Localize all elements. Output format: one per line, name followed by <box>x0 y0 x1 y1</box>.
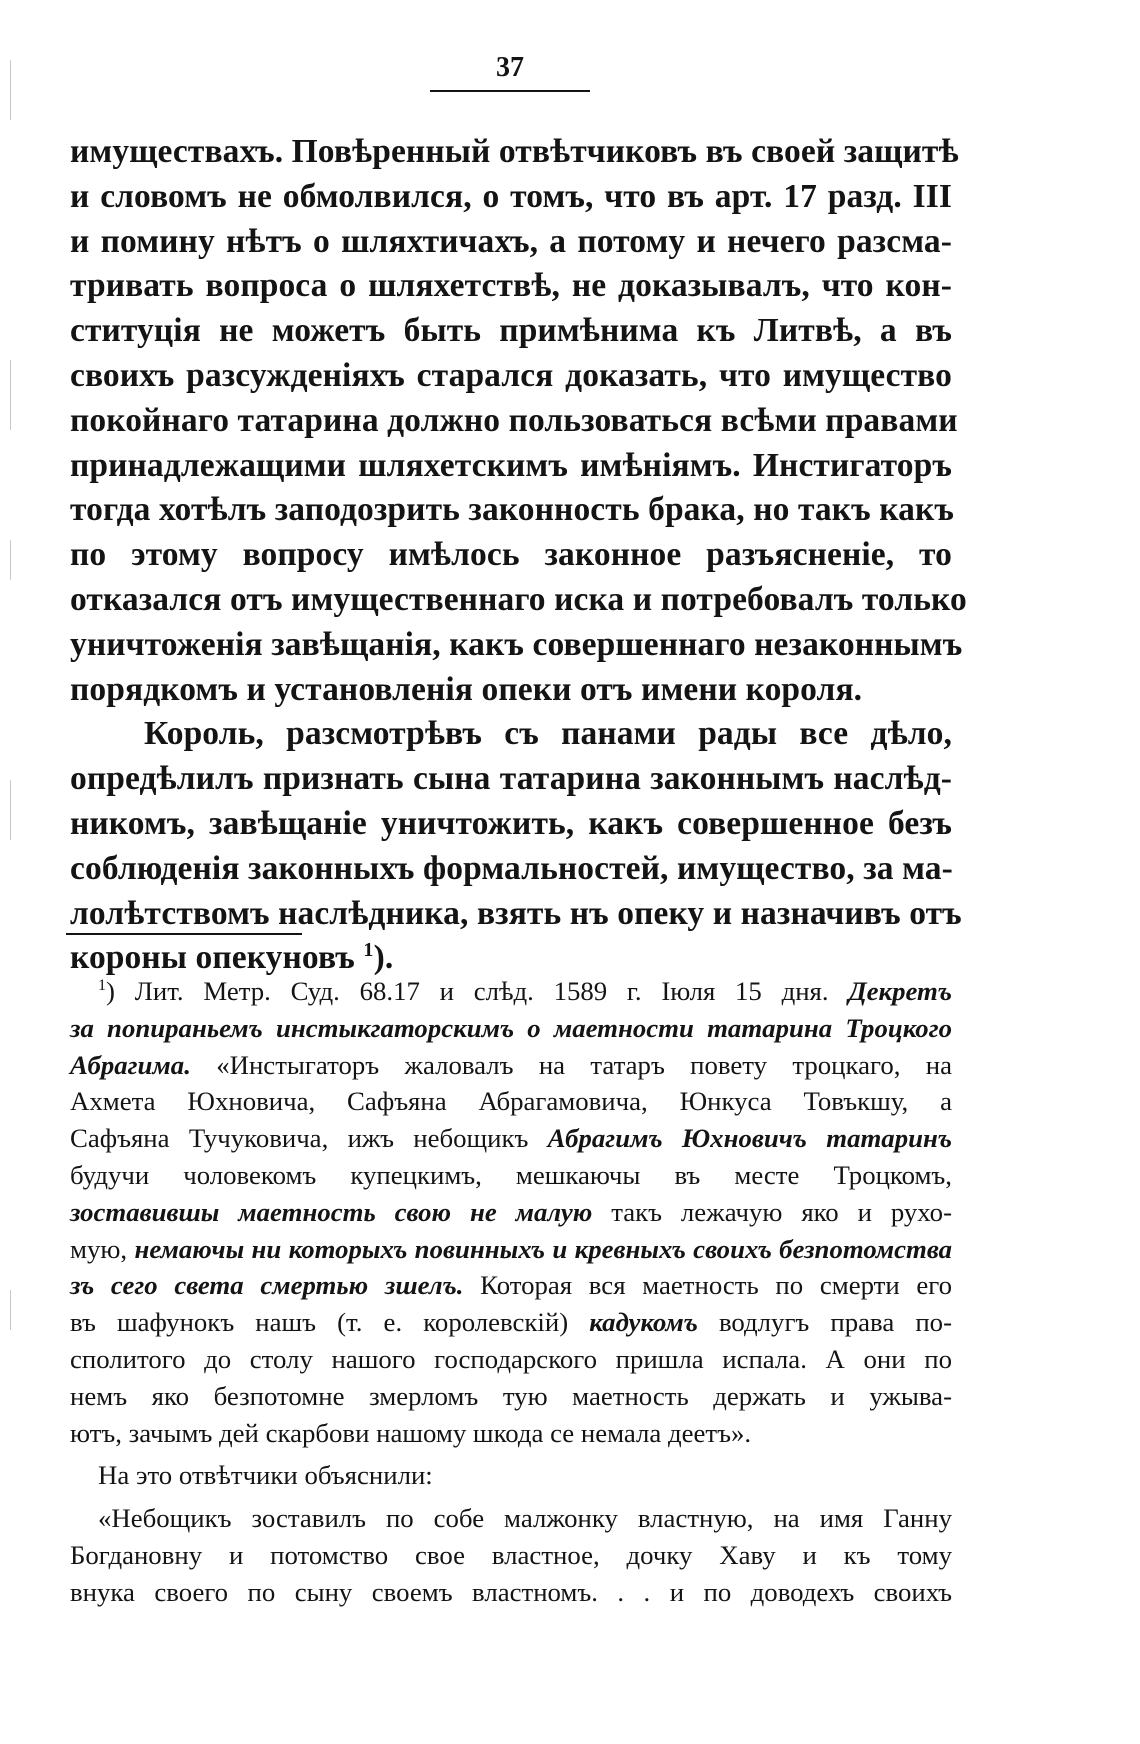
footnote-text-part: водлугъ права по- <box>718 1307 952 1338</box>
main-line: принадлежащими шляхетскимъ имѣніямъ. Инстигаторъ <box>70 446 952 484</box>
footnote-line: сполитого до столу нашого господарского пришла испала. А они по <box>70 1343 952 1374</box>
footnote-line: ютъ, зачымъ дей скарбови нашому шкода се немала деетъ». <box>70 1417 752 1448</box>
main-line: Король, разсмотрѣвъ съ панами рады все дѣло, <box>144 715 952 753</box>
main-line: и словомъ не обмолвился, о томъ, что въ арт. 17 разд. III <box>70 177 952 215</box>
footnote-italic: за попираньемъ инстыкгаторскимъ о маетности татарина Троцкого <box>70 1012 952 1043</box>
margin-mark <box>10 360 11 430</box>
main-line: имуществахъ. Повѣренный отвѣтчиковъ въ своей защитѣ <box>70 133 959 170</box>
main-line: порядкомъ и установленія опеки отъ имени короля. <box>70 670 863 708</box>
main-line: своихъ разсужденіяхъ старался доказать, что имущество <box>70 356 952 394</box>
footnote-line <box>70 1010 952 1047</box>
footnote-text-part: Сафъяна Тучуковича, ижъ небощикъ <box>70 1123 529 1154</box>
footnote-line <box>70 973 952 1010</box>
main-line: опредѣлилъ признать сына татарина законнымъ наслѣд- <box>70 760 952 798</box>
page-number-rule <box>430 90 590 92</box>
footnote-rule <box>66 933 302 935</box>
main-line: отказался отъ имущественнаго иска и потребовалъ только <box>70 580 967 618</box>
footnote-line <box>70 1231 952 1268</box>
main-line: лолѣтствомъ наслѣдника, взять нъ опеку и назначивъ отъ <box>70 894 962 932</box>
main-line: покойнаго татарина должно пользоваться всѣми правами <box>70 401 958 439</box>
footnote-line <box>70 1304 952 1341</box>
footnote-line: немъ яко безпотомне змерломъ тую маетность держать и ужыва- <box>70 1380 952 1411</box>
main-line: ституція не можетъ быть примѣнима къ Литвѣ, а въ <box>70 312 952 350</box>
footnote-line: Ахмета Юхновича, Сафъяна Абрагамовича, Юнкуса Товъкшу, а <box>70 1086 952 1117</box>
footnote-line <box>70 1267 952 1304</box>
footnote-quote: «Инстыгаторъ жаловалъ на татаръ повету троцкаго, на <box>216 1049 952 1080</box>
footnote-line: будучи чоловекомъ купецкимъ, мешкаючы въ месте Троцкомъ, <box>70 1159 952 1190</box>
footnote-italic: Абрагима. <box>70 1049 191 1080</box>
footnote-line: На это отвѣтчики объяснили: <box>98 1460 433 1491</box>
main-line: соблюденія законныхъ формальностей, имущество, за ма- <box>70 849 953 887</box>
footnote-italic: кадукомъ <box>589 1307 698 1338</box>
footnote-line: Богдановну и потомство свое властное, дочку Хаву и къ тому <box>70 1539 952 1570</box>
footnote-line <box>70 1194 952 1231</box>
footnote-text-part: въ шафунокъ нашъ (т. е. королевскій) <box>70 1307 569 1338</box>
footnote-italic: Абрагимъ Юхновичъ татаринъ <box>547 1123 953 1154</box>
margin-mark <box>10 60 11 120</box>
footnote-italic: немаючы ни которыхъ повинныхъ и кревныхъ своихъ безпотомства <box>134 1233 953 1264</box>
main-text <box>70 130 967 981</box>
footnote-line <box>70 1047 952 1084</box>
main-line: тогда хотѣлъ заподозрить законность брака, но такъ какъ <box>70 491 955 529</box>
main-line: и помину нѣтъ о шляхтичахъ, а потому и нечего разсма- <box>70 222 952 260</box>
footnote-text <box>70 973 952 1611</box>
footnote-italic: зъ сего света смертью зшелъ. <box>70 1270 464 1301</box>
footnote-reference-tail: ). <box>373 939 394 977</box>
footnote-line: внука своего по сыну своемъ властномъ. . . и по доводехъ своихъ <box>70 1576 952 1607</box>
footnote-text-part: такъ лежачую яко и рухо- <box>611 1196 953 1227</box>
margin-mark <box>10 540 11 580</box>
footnote-text-part: Которая вся маетность по смерти его <box>480 1270 952 1301</box>
main-line-text: короны опекуновъ <box>70 939 355 977</box>
footnote-line: «Небощикъ зоставилъ по собе малжонку властную, на имя Ганну <box>98 1503 952 1534</box>
main-line: никомъ, завѣщаніе уничтожить, какъ совершенное безъ <box>70 804 952 842</box>
footnote-marker: 1 <box>98 977 107 995</box>
margin-mark <box>10 780 11 840</box>
footnote-reference[interactable]: 1 <box>363 939 374 962</box>
footnote-line <box>70 1120 952 1157</box>
footnote-italic: Декретъ <box>848 976 953 1006</box>
page-number: 37 <box>496 52 524 83</box>
footnote-source: ) Лит. Метр. Суд. 68.17 и слѣд. 1589 г. Іюля 15 дня. <box>106 976 829 1006</box>
footnote-text-part: мую, <box>70 1233 128 1264</box>
footnote-italic: зоставившы маетность свою не малую <box>70 1196 593 1227</box>
margin-mark <box>10 1290 11 1330</box>
main-line: тривать вопроса о шляхетствѣ, не доказывалъ, что кон- <box>70 267 952 305</box>
main-line: уничтоженія завѣщанія, какъ совершеннаго незаконнымъ <box>70 625 963 663</box>
main-line: по этому вопросу имѣлось законное разъясненіе, то <box>70 536 952 574</box>
